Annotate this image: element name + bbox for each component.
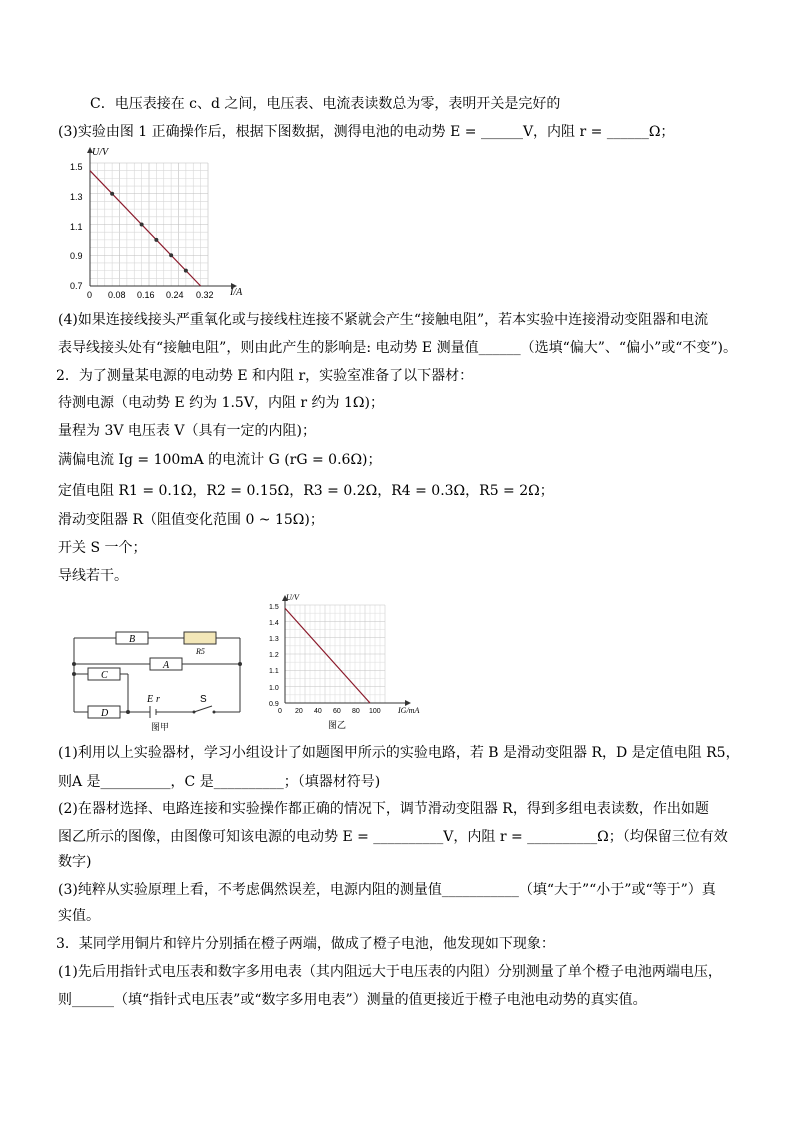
x-tick-label: 0.24 (166, 290, 184, 300)
text-line-8: 满偏电流 Ig = 100mA 的电流计 G (rG = 0.6Ω)； (58, 452, 382, 468)
x-tick-label: 0.32 (196, 290, 214, 300)
label-d: D (101, 708, 109, 719)
ui-graph-figure-1 (68, 143, 248, 303)
data-point (140, 223, 144, 227)
x-ticks (87, 290, 214, 300)
ui-graph-figure-2 (264, 592, 424, 734)
text-line-6: 待测电源（电动势 E 约为 1.5V，内阻 r 约为 1Ω)； (58, 395, 384, 411)
text-line-13: (1)利用以上实验器材，学习小组设计了如题图甲所示的实验电路，若 B 是滑动变阻器 R，D 是定值电阻 R5， (58, 745, 740, 761)
x-tick-label: 100 (369, 708, 381, 715)
resistor-r5 (184, 632, 216, 644)
y-tick-label: 0.9 (70, 251, 83, 261)
data-point (184, 269, 188, 273)
y-tick-label: 1.3 (269, 636, 279, 643)
label-e: E (147, 694, 154, 705)
y-tick-label: 1.4 (269, 620, 279, 627)
x-tick-label: 0 (87, 290, 93, 300)
fit-line (285, 608, 370, 703)
text-line-14: 则A 是__________，C 是__________；（填器材符号) (58, 774, 381, 790)
y-tick-label: 1.1 (70, 222, 83, 232)
y-tick-label: 1.0 (269, 685, 279, 692)
text-line-12: 导线若干。 (58, 568, 128, 584)
text-line-22: 则______（填“指针式电压表”或“数字多用电表”）测量的值更接近于橙子电池电动势的真实值。 (58, 992, 647, 1008)
x-tick-label: 80 (352, 708, 360, 715)
x-tick-label: 0.16 (137, 290, 155, 300)
label-a: A (163, 660, 170, 671)
y-tick-label: 0.7 (70, 281, 83, 291)
text-line-18: (3)纯粹从实验原理上看，不考虑偶然误差，电源内阻的测量值___________（填“大于”“小于”或“等于”）真 (58, 882, 716, 898)
caption-jia: 图甲 (151, 722, 170, 732)
text-line-2: (3)实验由图 1 正确操作后，根据下图数据，测得电池的电动势 E = ______V，内阻 r = ______Ω； (58, 124, 675, 140)
y-tick-label: 0.9 (269, 701, 279, 708)
y-tick-label: 1.1 (269, 668, 279, 675)
fit-line (90, 171, 201, 286)
label-b: B (129, 634, 136, 645)
text-line-1: C．电压表接在 c、d 之间，电压表、电流表读数总为零，表明开关是完好的 (76, 96, 561, 112)
circuit-diagram (66, 626, 248, 734)
label-c: C (101, 670, 108, 681)
text-line-15: (2)在器材选择、电路连接和实验操作都正确的情况下，调节滑动变阻器 R，得到多组电表读数，作出如题 (58, 801, 709, 817)
y-tick-label: 1.2 (269, 652, 279, 659)
text-line-7: 量程为 3V 电压表 V（具有一定的内阻)； (58, 423, 316, 439)
text-line-17: 数字) (58, 854, 92, 870)
text-line-20: 3．某同学用铜片和锌片分别插在橙子两端，做成了橙子电池，他发现如下现象： (56, 936, 555, 952)
y-ticks (70, 162, 83, 291)
x-axis-label: I/A (230, 287, 243, 298)
y-tick-label: 1.5 (70, 162, 83, 172)
label-s: S (200, 694, 207, 705)
y-tick-label: 1.5 (269, 604, 279, 611)
text-line-10: 滑动变阻器 R（阻值变化范围 0 ~ 15Ω)； (58, 512, 324, 528)
text-line-4: 表导线接头处有“接触电阻”，则由此产生的影响是: 电动势 E 测量值______（选填“偏大”、“偏小”或“不变”)。 (58, 340, 738, 356)
x-tick-label: 20 (295, 708, 303, 715)
text-line-11: 开关 S 一个； (58, 540, 147, 556)
y-ticks (269, 604, 279, 708)
data-point (169, 253, 173, 257)
y-tick-label: 1.3 (70, 192, 83, 202)
x-ticks (295, 708, 381, 715)
text-line-21: (1)先后用指针式电压表和数字多用电表（其内阻远大于电压表的内阻）分别测量了单个橙子电池两端电压， (58, 964, 722, 980)
y-axis-label: U/V (92, 147, 109, 158)
x-tick-label: 40 (314, 708, 322, 715)
label-r: r (156, 694, 160, 705)
text-line-3: (4)如果连接线接头严重氧化或与接线柱连接不紧就会产生“接触电阻”，若本实验中连接滑动变阻器和电流 (58, 312, 709, 328)
text-line-9: 定值电阻 R1 = 0.1Ω，R2 = 0.15Ω，R3 = 0.2Ω，R4 = 0.3Ω，R5 = 2Ω； (58, 483, 554, 499)
x-axis-label: IG/mA (398, 706, 420, 715)
text-line-19: 实值。 (58, 908, 100, 924)
caption-yi: 图乙 (328, 720, 347, 730)
label-r5: R5 (196, 647, 205, 656)
origin-label: 0 (278, 708, 282, 715)
data-point (154, 238, 158, 242)
y-axis-label: U/V (286, 593, 299, 602)
text-line-5: 2．为了测量某电源的电动势 E 和内阻 r，实验室准备了以下器材： (56, 368, 474, 384)
data-point (110, 192, 114, 196)
text-line-16: 图乙所示的图像，由图像可知该电源的电动势 E = __________V，内阻 r = __________Ω；（均保留三位有效 (58, 829, 728, 845)
x-tick-label: 0.08 (108, 290, 126, 300)
x-tick-label: 60 (333, 708, 341, 715)
